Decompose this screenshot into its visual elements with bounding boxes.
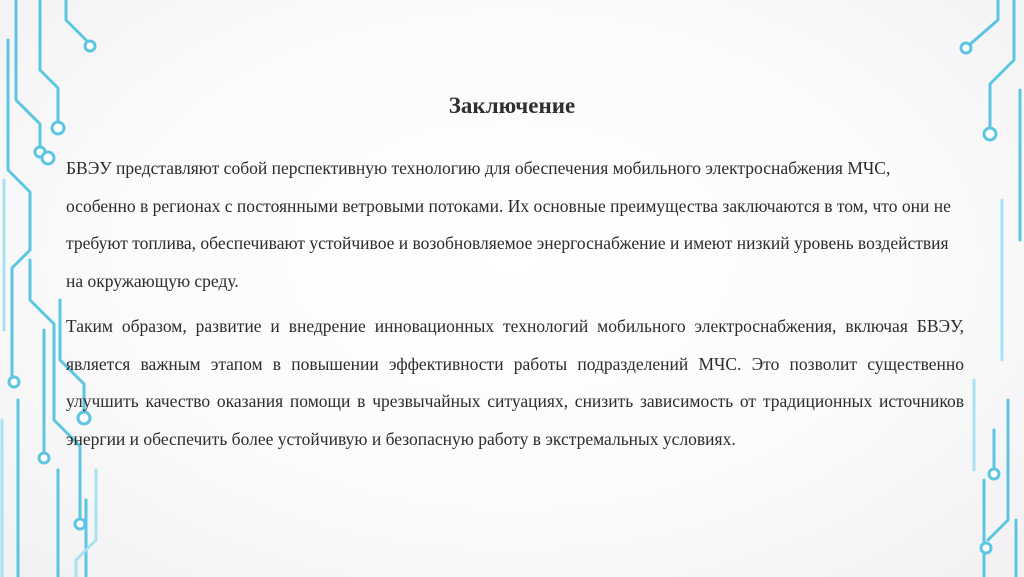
- paragraph-bveu-advantages: БВЭУ представляют собой перспективную технологию для обеспечения мобильного электроснабжения МЧС, особенно в регионах с постоянными ветровыми потоками. Их основные преимущества заключаются в том, что они не требуют топлива, обеспечивают устойчивое и возобновляемое энергоснабжение и имеют низкий уровень воздействия на окружающую среду.: [66, 158, 951, 291]
- circuit-decoration-right-icon: [954, 0, 1024, 577]
- slide-body: [66, 150, 964, 458]
- paragraph-conclusion: Таким образом, развитие и внедрение инновационных технологий мобильного электроснабжения, включая БВЭУ, является важным этапом в повышении эффективности работы подразделений МЧС. Это позволит существенно улучшить качество оказания помощи в чрезвычайных ситуациях, снизить зависимость от традиционных источников энергии и обеспечить более устойчивую и безопасную работу в экстремальных условиях.: [66, 316, 964, 449]
- slide-title: Заключение: [448, 93, 576, 118]
